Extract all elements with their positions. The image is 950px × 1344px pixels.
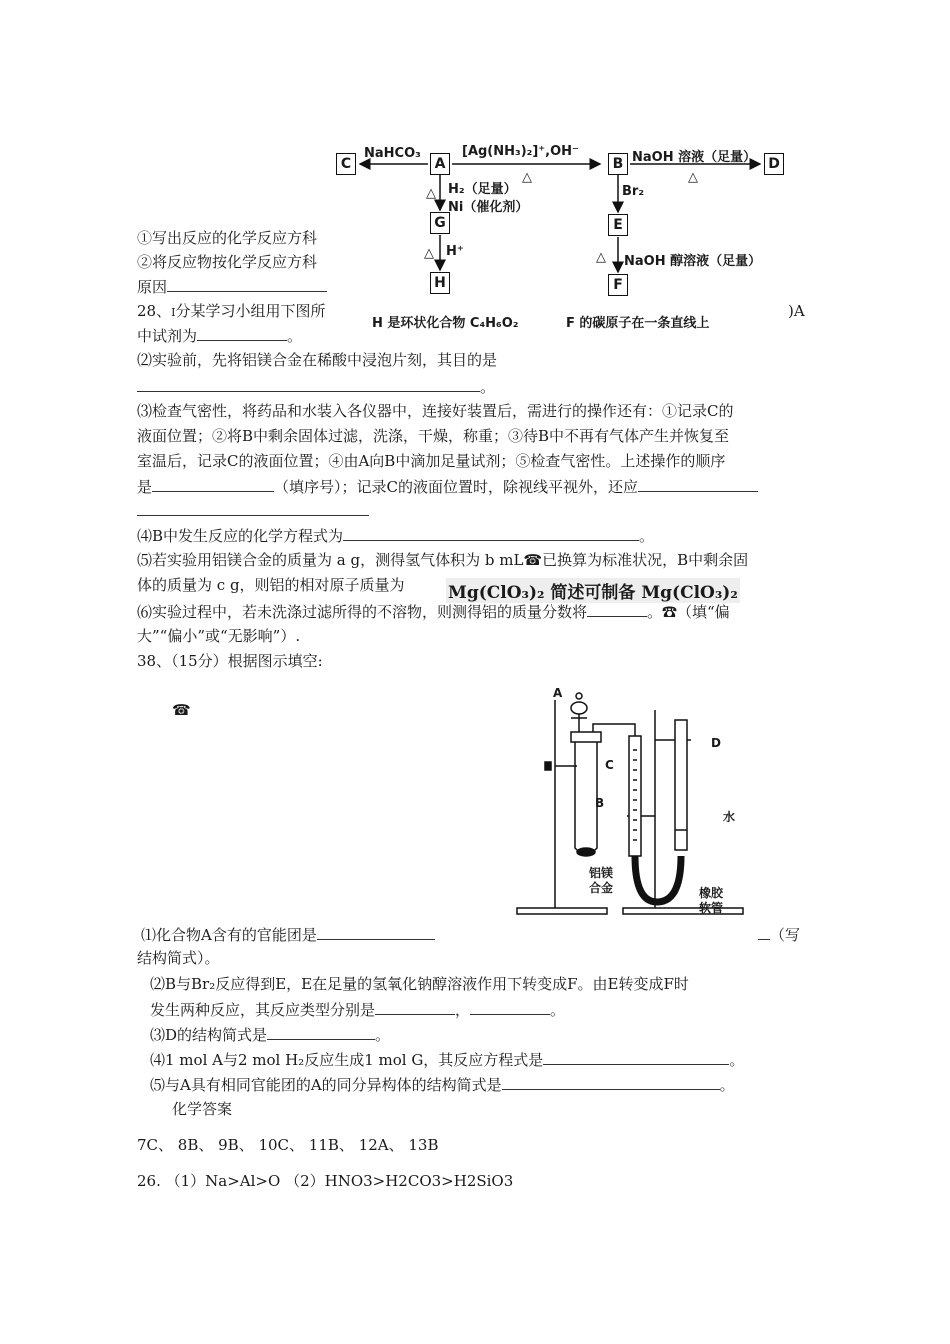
q28-part3-b: 液面位置；②将B中剩余固体过滤，洗涤，干燥，称重；③待B中不再有气体产生并恢复至 (137, 427, 730, 445)
compound-c: C (336, 153, 356, 175)
reagent-h2: H₂（足量） (448, 182, 517, 197)
q28-part6-b: 大”“偏小”或“无影响”）. (137, 627, 301, 645)
q28-part3-blank (137, 500, 369, 521)
compound-a: A (430, 153, 450, 175)
compound-g: G (430, 212, 450, 234)
note-h: H 是环状化合物 C₄H₆O₂ (372, 316, 519, 331)
compound-d: D (764, 153, 784, 175)
q38-part2-b-mid: ， (455, 1001, 471, 1019)
q28-part3-d (137, 476, 758, 497)
q38-part5 (150, 1074, 735, 1095)
q28-reagent-end: 。 (287, 327, 303, 345)
apparatus-svg (515, 680, 775, 920)
reagent-naoh-alc: NaOH 醇溶液（足量） (624, 254, 762, 269)
q28-part3-d1: 是 (137, 478, 153, 496)
q38-part1-c: 结构简式）。 (137, 949, 220, 967)
label-alloy-2: 合金 (589, 881, 614, 895)
reagent-tollens: [Ag(NH₃)₂]⁺,OH⁻ (462, 144, 579, 159)
q28-tail: )A (788, 302, 805, 320)
q38-part5-end: 。 (719, 1076, 735, 1094)
overlay-fragment: Mg(ClO₃)₂ 简述可制备 Mg(ClO₃)₂ (446, 578, 740, 603)
q28-part4-end: 。 (639, 527, 655, 545)
label-tube-2: 软管 (699, 901, 724, 915)
q28-reagent (137, 325, 302, 346)
q28-part6-a (137, 601, 730, 622)
answers-26: 26. （1）Na>Al>O （2）HNO3>H2CO3>H2SiO3 (137, 1172, 514, 1190)
q38-part3-end: 。 (375, 1026, 391, 1044)
q28-part3-c: 室温后，记录C的液面位置；④由A向B中滴加足量试剂；⑤检查气密性。上述操作的顺序 (137, 452, 726, 470)
q38-part1-a (141, 924, 435, 945)
reagent-naoh-excess: NaOH 溶液（足量） (632, 150, 757, 165)
delta-ef: △ (596, 250, 606, 265)
answers-mc: 7C、 8B、 9B、 10C、 11B、 12A、 13B (137, 1136, 439, 1154)
q28-part6-text: ⑹实验过程中，若未洗涤过滤所得的不溶物，则测得铝的质量分数将 (137, 603, 588, 621)
compound-h: H (430, 272, 450, 294)
label-d: D (711, 736, 721, 750)
label-b: B (595, 796, 605, 810)
q38-part1-text: ⑴化合物A含有的官能团是 (141, 926, 317, 944)
q28-part4-text: ⑷B中发生反应的化学方程式为 (137, 527, 344, 545)
q28-part4 (137, 525, 654, 546)
compound-f: F (608, 274, 628, 296)
scheme-arrows (330, 140, 800, 340)
q28-text: 分某学习小组用下图所 (175, 302, 326, 320)
phone-glyph: ☎ (172, 701, 191, 719)
answers-title: 化学答案 (172, 1100, 233, 1118)
label-alloy-1: 铝镁 (589, 866, 614, 880)
label-a: A (553, 686, 563, 700)
apparatus-figure (515, 680, 775, 920)
q38-part4 (150, 1049, 744, 1070)
q28-line: 28、I分某学习小组用下图所 (137, 302, 326, 320)
delta-gh: △ (424, 246, 434, 261)
reaction-scheme (330, 140, 800, 340)
q38-part1-end: （写 (770, 926, 801, 944)
compound-e: E (608, 214, 628, 236)
q38-part2-a: ⑵B与Br₂反应得到E，E在足量的氢氧化钠醇溶液作用下转变成F。由E转变成F时 (150, 975, 689, 993)
q38-part2-b-end: 。 (550, 1001, 566, 1019)
q28-part2-end: 。 (480, 378, 496, 396)
q38-part2-b-text: 发生两种反应，其反应类型分别是 (150, 1001, 376, 1019)
label-water: 水 (723, 810, 736, 824)
reagent-ni: Ni（催化剂） (448, 200, 529, 215)
line-3 (137, 276, 327, 297)
delta-bd: △ (688, 170, 698, 185)
delta-ab: △ (522, 170, 532, 185)
q38-part3-text: ⑶D的结构简式是 (150, 1026, 268, 1044)
reagent-hplus: H⁺ (446, 244, 464, 259)
q38-title: 38、（15分）根据图示填空: (137, 652, 323, 670)
delta-ag: △ (426, 186, 436, 201)
q28-part5-b-text: 体的质量为 c g，则铝的相对原子质量为 (137, 576, 405, 594)
q38-part4-text: ⑷1 mol A与2 mol H₂反应生成1 mol G，其反应方程式是 (150, 1051, 544, 1069)
q38-part4-end: 。 (729, 1051, 745, 1069)
compound-b: B (608, 153, 628, 175)
q28-part2-blank (137, 376, 495, 397)
q38-part5-text: ⑸与A具有相同官能团的A的同分异构体的结构简式是 (150, 1076, 502, 1094)
q28-part2: ⑵实验前，先将铝镁合金在稀酸中浸泡片刻，其目的是 (137, 351, 498, 369)
note-f: F 的碳原子在一条直线上 (566, 316, 710, 331)
line-1: ①写出反应的化学反应方科 (137, 229, 318, 247)
q38-part1-b (758, 924, 800, 945)
q28-part3-a: ⑶检查气密性，将药品和水装入各仪器中，连接好装置后，需进行的操作还有：①记录C的 (137, 402, 734, 420)
label-tube-1: 橡胶 (699, 886, 724, 900)
q28-reagent-text: 中试剂为 (137, 327, 198, 345)
q28-part3-d2: （填序号）；记录C的液面位置时，除视线平视外，还应 (274, 478, 638, 496)
q38-part3 (150, 1024, 390, 1045)
reagent-nahco3: NaHCO₃ (364, 146, 421, 161)
q38-part2-b (150, 999, 565, 1020)
q28-part5-b (137, 575, 405, 595)
line-3-text: 原因 (137, 278, 168, 296)
q28-part5-a: ⑸若实验用铝镁合金的质量为 a g，测得氢气体积为 b mL☎已换算为标准状况，B中剩余固 (137, 551, 749, 569)
q28-part6-end: 。☎（填“偏 (647, 603, 730, 621)
line-2: ②将反应物按化学反应方科 (137, 253, 318, 271)
q28-num: 28、 (137, 302, 172, 320)
reagent-br2: Br₂ (622, 184, 645, 199)
label-c: C (605, 758, 614, 772)
